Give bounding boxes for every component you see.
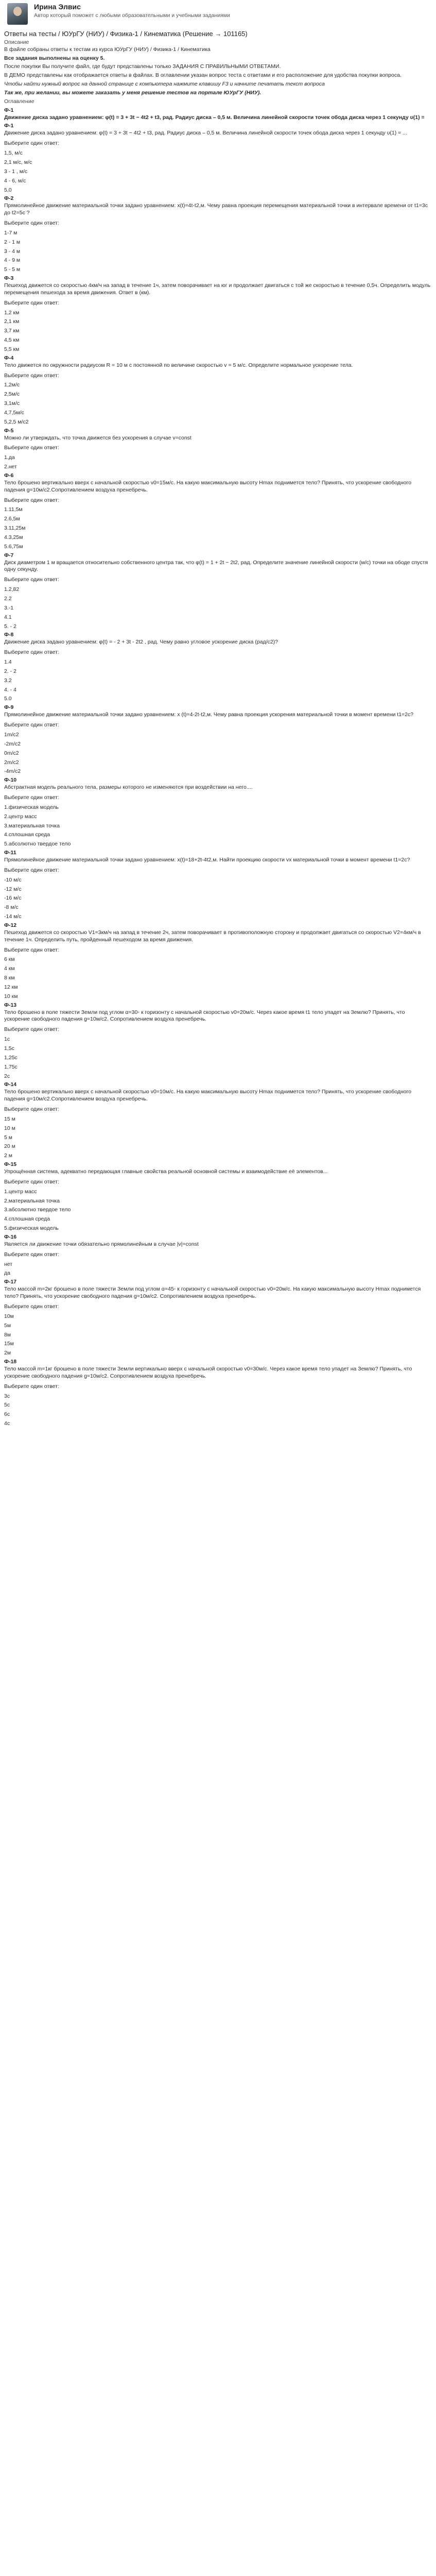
answer-prompt: Выберите один ответ: <box>4 1303 59 1310</box>
answer-prompt: Выберите один ответ: <box>4 946 59 953</box>
answer-prompt: Выберите один ответ: <box>4 649 59 656</box>
question-number: Ф-9 <box>4 704 14 711</box>
question-number: Ф-2 <box>4 195 14 202</box>
answer-option[interactable]: 10 м <box>4 1125 15 1131</box>
answer-option[interactable]: 3.материальная точка <box>4 822 60 829</box>
answer-option[interactable]: 2с <box>4 1073 10 1079</box>
description-label: Описание <box>4 39 29 45</box>
answer-option[interactable]: 8 км <box>4 975 15 981</box>
answer-option[interactable]: 2.6,5м <box>4 516 20 522</box>
question-number: Ф-12 <box>4 922 17 928</box>
answer-option[interactable]: 2 - 1 м <box>4 239 21 245</box>
answer-option[interactable]: 1,75с <box>4 1063 18 1070</box>
question-number: Ф-17 <box>4 1279 17 1285</box>
answer-prompt: Выберите один ответ: <box>4 299 59 306</box>
answer-option[interactable]: 3,7 км <box>4 328 20 334</box>
answer-prompt: Выберите один ответ: <box>4 1026 59 1033</box>
answer-prompt: Выберите один ответ: <box>4 722 59 728</box>
answer-option[interactable]: 5м <box>4 1322 11 1329</box>
answer-option[interactable]: 1,2м/с <box>4 382 20 388</box>
answer-option[interactable]: 6с <box>4 1411 10 1418</box>
question-block <box>4 777 432 848</box>
answer-prompt: Выберите один ответ: <box>4 577 59 583</box>
question-text: Прямолинейное движение материальной точки задано уравнением: x(t)=4t-t2,м. Чему равна проекция перемещения материальной точки в интервале времени от t1=3c до t2=5c ? <box>4 202 428 216</box>
answer-option[interactable]: 3 - 4 м <box>4 248 21 255</box>
answer-option[interactable]: 4. - 4 <box>4 686 16 693</box>
answer-option[interactable]: 8м <box>4 1331 11 1338</box>
question-block <box>4 428 432 471</box>
answer-option[interactable]: 5 м <box>4 1134 12 1141</box>
question-block <box>4 472 432 551</box>
answer-option[interactable]: 5.физическая модель <box>4 1225 59 1232</box>
question-text: Диск диаметром 1 м вращается относительно собственного центра так, что φ(t) = 1 + 2t − 2t2, рад. Определите значение линейной скорости (м/с) точки на ободе спустя одну секунду. <box>4 559 428 573</box>
question-number: Ф-3 <box>4 275 14 282</box>
answer-option[interactable]: 15м <box>4 1341 14 1347</box>
answer-option[interactable]: 3.абсолютно твердое тело <box>4 1207 71 1213</box>
answer-option[interactable]: 3.-1 <box>4 604 14 611</box>
question-text: Упрощённая система, адекватно передающая главные свойства реальной основной системы и взаимодействие её элементов... <box>4 1168 328 1175</box>
question-text: Прямолинейное движение материальной точки задано уравнением: x (t)=4-2t-t2,м. Чему равна проекция ускорения материальной точки в момент времени t1=2c? <box>4 711 414 718</box>
question-text: Можно ли утверждать, что точка движется без ускорения в случае v=const <box>4 434 191 441</box>
answer-option[interactable]: 15 м <box>4 1115 15 1122</box>
question-text: Движение диска задано уравнением: φ(t) = 3 + 3t − 4t2 + t3, рад. Радиус диска – 0,5 м. Величина линейной скорости точек обода диска через 1 секунду υ(1) = <box>4 114 425 121</box>
question-number: Ф-14 <box>4 1081 17 1088</box>
question-text: Тело брошено в поле тяжести Земли под углом α=30◦ к горизонту с начальной скоростью v0=20м/с. Через какое время t1 тело упадет на Землю? Принять, что ускорение свободного падения g=10м/с2. Сопротивлением воздуха пренебречь. <box>4 1009 405 1023</box>
answer-option[interactable]: 1.4 <box>4 659 12 666</box>
question-number: Ф-13 <box>4 1002 17 1008</box>
answer-prompt: Выберите один ответ: <box>4 1178 59 1185</box>
answer-option[interactable]: 4.1 <box>4 614 12 620</box>
description-paragraph: В файле собраны ответы к тестам из курса ЮУрГУ (НИУ) / Физика-1 / Кинематика <box>4 46 211 53</box>
author-card <box>4 0 432 30</box>
answer-option[interactable]: 4.сплошная среда <box>4 832 50 838</box>
question-number: Ф-11 <box>4 850 16 856</box>
question-number: Ф-18 <box>4 1359 17 1365</box>
answer-option[interactable]: 2м <box>4 1350 11 1357</box>
question-number: Ф-6 <box>4 472 14 479</box>
question-number: Ф-8 <box>4 632 14 638</box>
description-paragraph: Так же, при желании, вы можете заказать у меня решение тестов на портале ЮУрГУ (НИУ). <box>4 90 261 96</box>
answer-option[interactable]: 4,7,5м/с <box>4 409 24 416</box>
answer-option[interactable]: -16 м/с <box>4 895 22 902</box>
question-text: Абстрактная модель реального тела, размеры которого не изменяются при воздействии на него.... <box>4 784 253 791</box>
answer-option[interactable]: 2 м <box>4 1153 12 1159</box>
answer-option[interactable]: 4 - 6, м/с <box>4 177 26 184</box>
answer-option[interactable]: 20 м <box>4 1143 15 1150</box>
question-text: Является ли движение точки обязательно прямолинейным в случае |v|=const <box>4 1241 199 1247</box>
answer-option[interactable]: 4 - 9 м <box>4 257 21 264</box>
answer-option[interactable]: 0m/c2 <box>4 750 19 756</box>
question-block <box>4 355 432 426</box>
question-text: Движение диска задано уравнением: φ(t) = 3 + 3t − 4t2 + t3, рад. Радиус диска – 0,5 м. Величина линейной скорости точек обода диска через 1 секунду υ(1) = ... <box>4 130 407 137</box>
answer-option[interactable]: 1.2,82 <box>4 586 20 593</box>
answer-option[interactable]: 1.11,5м <box>4 506 23 513</box>
toc-label: Оглавление <box>4 98 34 105</box>
answer-option[interactable]: 5,0 <box>4 187 12 193</box>
question-block <box>4 1359 432 1428</box>
description-paragraph: Чтобы найти нужный вопрос на данной странице с компьютера нажмите клавишу F3 и начните печатать текст вопроса <box>4 81 325 88</box>
answer-option[interactable]: -2m/c2 <box>4 740 21 747</box>
answer-option[interactable]: 5.0 <box>4 696 12 702</box>
answer-option[interactable]: 2.центр масс <box>4 813 37 820</box>
answer-option[interactable]: -4m/c2 <box>4 768 21 775</box>
question-text: Тело брошено вертикально вверх с начальной скоростью v0=10м/с. На какую максимальную высоту Hmax поднимется тело? Принять, что ускорение свободного падения g=10м/с2.Сопротивлением воздуха пренебречь. <box>4 1089 412 1103</box>
question-number: Ф-7 <box>4 552 14 558</box>
answer-option[interactable]: 12 км <box>4 984 18 990</box>
answer-option[interactable]: 2.материальная точка <box>4 1197 60 1204</box>
question-block <box>4 922 432 1001</box>
answer-option[interactable]: 2,5м/с <box>4 391 20 398</box>
answer-option[interactable]: 4.3,25м <box>4 534 23 541</box>
question-block <box>4 1234 432 1277</box>
question-block <box>4 552 432 631</box>
author-bio: Автор который поможет с любыми образовательными и учебными заданиями <box>34 12 230 19</box>
question-text: Пешеход движется со скоростью 4км/ч на запад в течение 1ч, затем поворачивает на юг и продолжает двигаться с той же скоростью в течение 0,5ч. Определить модуль перемещения пешехода за время движения. Ответ в (км). <box>4 282 431 296</box>
answer-option[interactable]: 5. - 2 <box>4 623 16 630</box>
answer-option[interactable]: 5с <box>4 1402 10 1409</box>
question-text: Тело массой m=2кг брошено в поле тяжести Земли под углом α=45◦ к горизонту с начальной скоростью v0=20м/с. На какую максимальную высоту Hmax поднимется тело? Принять, что ускорение свободного падения g=10м/с2. Сопротивлением воздуха пренебречь. <box>4 1286 421 1300</box>
question-number: Ф-15 <box>4 1161 17 1168</box>
answer-prompt: Выберите один ответ: <box>4 445 59 451</box>
answer-prompt: Выберите один ответ: <box>4 794 59 801</box>
answer-option[interactable]: 3,1м/с <box>4 400 20 407</box>
answer-option[interactable]: 3.2 <box>4 677 12 684</box>
answer-option[interactable]: 2,1 м/с, м/с <box>4 159 32 165</box>
answer-option[interactable]: 1.центр масс <box>4 1188 37 1195</box>
answer-option[interactable]: 3.11,25м <box>4 525 26 532</box>
answer-option[interactable]: 2. - 2 <box>4 668 16 674</box>
answer-option[interactable]: 5 - 5 м <box>4 266 21 273</box>
answer-option[interactable]: 4,5 км <box>4 337 20 344</box>
answer-prompt: Выберите один ответ: <box>4 497 59 503</box>
page-title: Ответы на тесты / ЮУрГУ (НИУ) / Физика-1 / Кинематика (Решение → 101165) <box>4 30 248 38</box>
answer-option[interactable]: 4 км <box>4 965 15 972</box>
answer-option[interactable]: 1m/c2 <box>4 731 19 738</box>
answer-option[interactable]: 10м <box>4 1313 14 1319</box>
question-number: Ф-5 <box>4 427 14 434</box>
question-block <box>4 1002 432 1080</box>
answer-option[interactable]: 1с <box>4 1036 10 1043</box>
question-block <box>4 107 432 194</box>
description <box>4 46 432 97</box>
answer-option[interactable]: 1,25с <box>4 1054 18 1061</box>
question-number: Ф-16 <box>4 1234 17 1241</box>
question-block <box>4 632 432 703</box>
answer-option[interactable]: 4с <box>4 1420 10 1427</box>
question-text: Пешеход движется со скоростью V1=3км/ч на запад в течение 2ч, затем поворачивает в противоположную сторону и продолжает двигаться со скоростью V2=4км/ч в течение 1ч. Определить путь, пройденный пешеходом за время движения. <box>4 929 421 943</box>
author-name[interactable]: Ирина Элвис <box>34 3 81 11</box>
answer-option[interactable]: 1.да <box>4 454 15 461</box>
question-block <box>4 1161 432 1232</box>
description-paragraph: После покупки Вы получите файл, где будут представлены только ЗАДАНИЯ С ПРАВИЛЬНЫМИ ОТВЕТАМИ. <box>4 63 281 70</box>
answer-option[interactable]: 4.сплошная среда <box>4 1216 50 1223</box>
question-block <box>4 195 432 274</box>
answer-option[interactable]: -12 м/с <box>4 886 22 892</box>
question-number: Ф-10 <box>4 777 17 784</box>
answer-option[interactable]: 10 км <box>4 993 18 999</box>
answer-option[interactable]: 3с <box>4 1393 10 1399</box>
description-paragraph: Все задания выполнены на оценку 5. <box>4 55 105 61</box>
answer-option[interactable]: 2.нет <box>4 464 17 470</box>
description-paragraph: В ДЕМО представлены как отображается ответы в файлах. В оглавлении указан вопрос теста с ответами и его расположение для удобства покупки вопроса. <box>4 72 402 79</box>
question-block <box>4 1279 432 1357</box>
answer-prompt: Выберите один ответ: <box>4 1251 59 1258</box>
answer-option[interactable]: 1,2 км <box>4 309 20 316</box>
answer-option[interactable]: 2.2 <box>4 596 12 602</box>
question-text: Прямолинейное движение материальной точки задано уравнением: x(t)=18+2t-4t2,м. Найти проекцию скорости vx материальной точки в момент времени t1=2c? <box>4 856 410 863</box>
question-text: Тело массой m=1кг брошено в поле тяжести Земли вертикально вверх с начальной скоростью v0=30м/с. Через какое время тело упадет на Землю? Принять, что ускорение свободного падения g=10м/с2. Сопротивлением воздуха пренебречь. <box>4 1365 412 1379</box>
question-text: Движение диска задано уравнением: φ(t) = - 2 + 3t - 2t2 , рад. Чему равно угловое ускорение диска (рад/с2)? <box>4 639 278 646</box>
answer-option[interactable]: 1.физическая модель <box>4 804 59 810</box>
answer-prompt: Выберите один ответ: <box>4 1106 59 1113</box>
question-block <box>4 1081 432 1160</box>
answer-option[interactable]: 2,1 км <box>4 318 20 325</box>
answer-option[interactable]: 1-7 м <box>4 229 18 236</box>
question-text: Тело брошено вертикально вверх с начальной скоростью v0=15м/с. На какую максимальную высоту Hmax поднимется тело? Принять, что ускорение свободного падения g=10м/с2.Сопротивлением воздуха пренебречь. <box>4 479 412 493</box>
answer-option[interactable]: 6 км <box>4 956 15 963</box>
question-block <box>4 850 432 921</box>
answer-option[interactable]: 5.абсолютно твердое тело <box>4 841 71 848</box>
question-number: Ф-4 <box>4 354 14 361</box>
answer-prompt: Выберите один ответ: <box>4 372 59 379</box>
answer-option[interactable]: 2m/c2 <box>4 759 19 766</box>
answer-prompt: Выберите один ответ: <box>4 219 59 226</box>
author-avatar[interactable] <box>7 3 28 25</box>
answer-prompt: Выберите один ответ: <box>4 1383 59 1389</box>
answer-option[interactable]: 5,2,5 м/с2 <box>4 418 29 425</box>
answer-option[interactable]: нет <box>4 1261 13 1267</box>
answer-prompt: Выберите один ответ: <box>4 140 59 147</box>
question-number: Ф-1 <box>4 107 14 113</box>
question-block <box>4 704 432 775</box>
answer-prompt: Выберите один ответ: <box>4 867 59 873</box>
answer-option[interactable]: -8 м/с <box>4 904 19 911</box>
answer-option[interactable]: -14 м/с <box>4 913 22 920</box>
answer-option[interactable]: 5.6,75м <box>4 543 23 550</box>
answer-option[interactable]: -10 м/с <box>4 876 22 883</box>
answer-option[interactable]: 1,5с <box>4 1045 14 1052</box>
answer-option[interactable]: 5,5 км <box>4 346 20 352</box>
answer-option[interactable]: 3 - 1 , м/с <box>4 168 28 175</box>
question-number: Ф-1 <box>4 123 14 129</box>
question-list <box>4 107 432 1428</box>
question-text: Тело движется по окружности радиусом R = 10 м с постоянной по величине скоростью v = 5 м/с. Определите нормальное ускорение тела. <box>4 362 353 368</box>
answer-option[interactable]: 1,5, м/с <box>4 150 23 157</box>
question-block <box>4 275 432 353</box>
answer-option[interactable]: да <box>4 1270 10 1277</box>
